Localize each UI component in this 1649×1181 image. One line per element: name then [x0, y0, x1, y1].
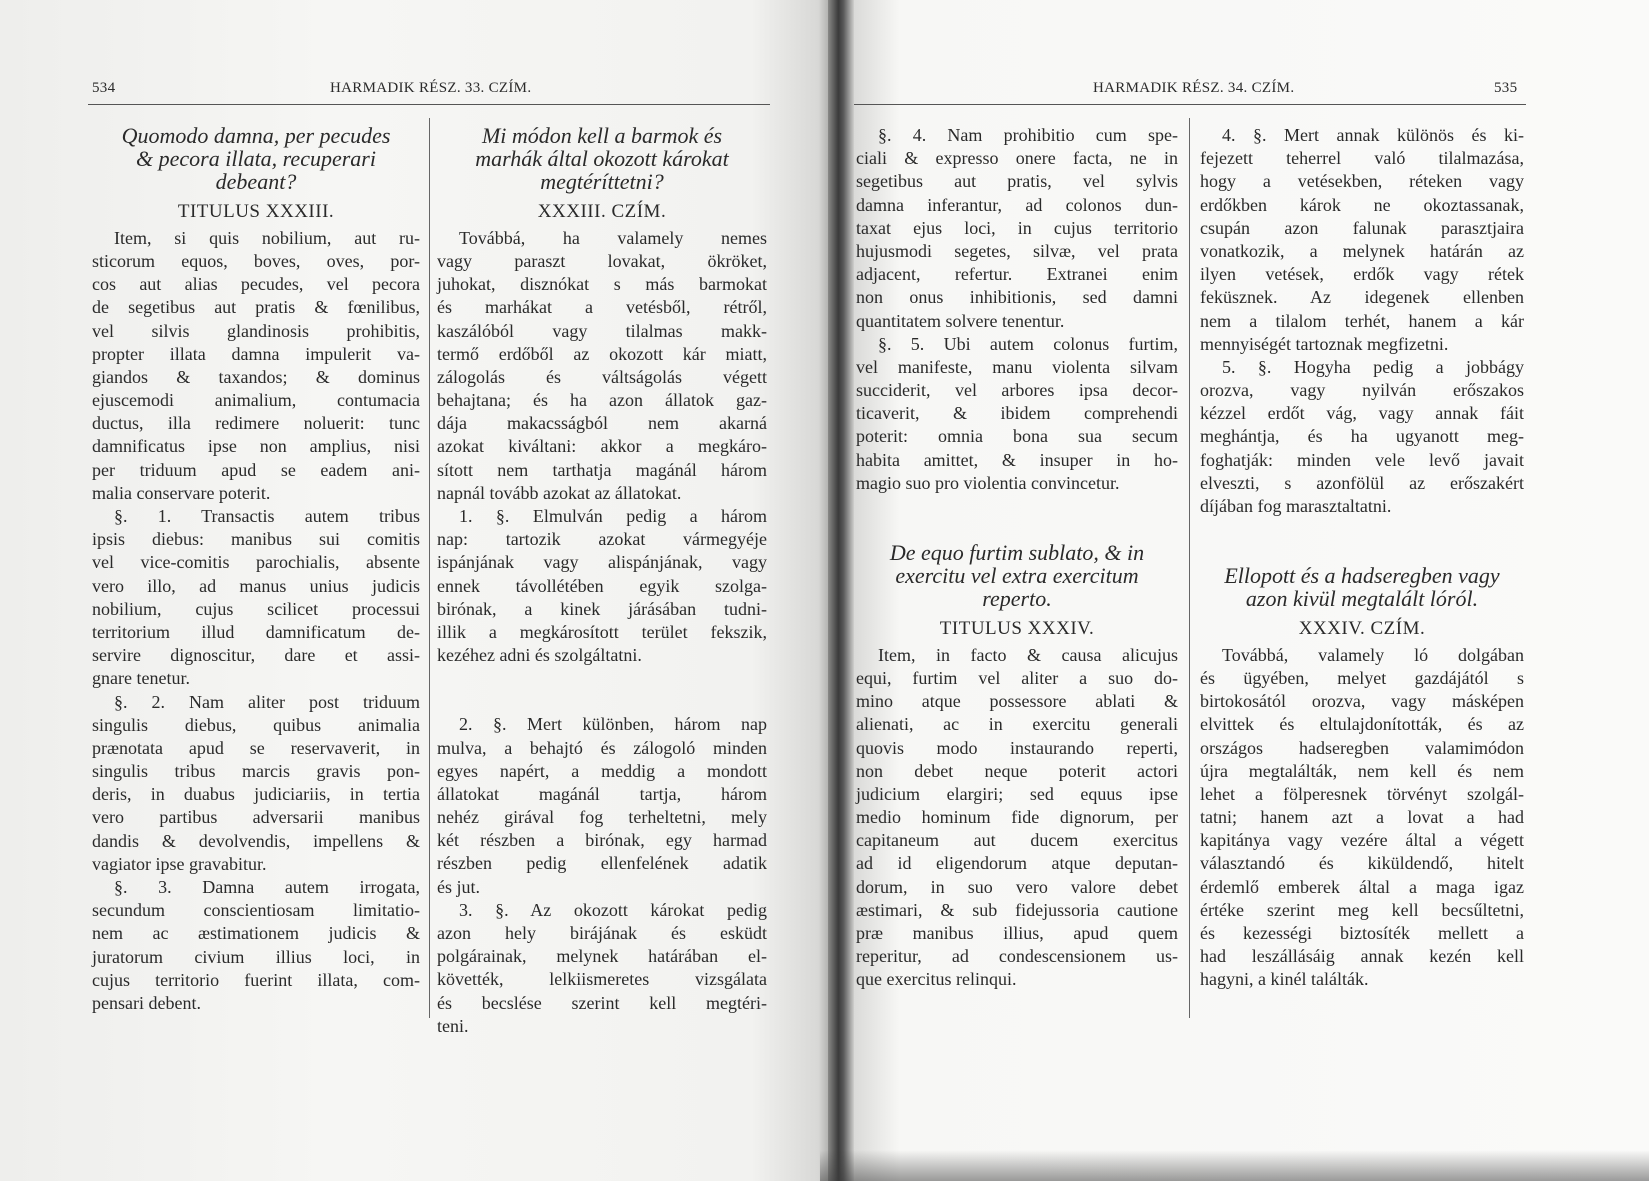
text-line: teni. — [437, 1015, 469, 1036]
text-line: giandos & taxandos; & dominus — [92, 366, 420, 387]
text-line: territorium illud damnificatum de- — [92, 621, 420, 642]
text-line: sított nem tarthatja magánál három — [437, 459, 767, 480]
text-line: feküsznek. Az idegenek ellenben — [1200, 287, 1524, 308]
text-line: TITULUS XXXIII. — [177, 200, 335, 222]
text-line: ilyen vetések, erdők vagy rétek — [1200, 264, 1524, 285]
text-line: prænotata apud se reservaverit, in — [92, 737, 420, 758]
text-line: napnál tovább azokat az állatokat. — [437, 482, 682, 503]
text-line: §. 2. Nam aliter post triduum — [114, 691, 420, 712]
page-shadow — [820, 1150, 1649, 1181]
text-line: újra megtalálták, nem kell és nem — [1200, 760, 1524, 781]
column-divider-left — [429, 118, 430, 1018]
section-spacer — [856, 495, 1178, 541]
text-line: 1. §. Elmulván pedig a három — [459, 506, 767, 526]
text-line: singulis diebus, quibus animalia — [92, 714, 420, 735]
text-line: TITULUS XXXIV. — [939, 617, 1095, 639]
text-line: országos hadseregben valamimódon — [1200, 737, 1524, 758]
text-line: segetibus aut pratis, vel sylvis — [856, 171, 1178, 192]
text-line: XXXIII. CZÍM. — [537, 200, 667, 222]
text-line: singulis tribus marcis gravis pon- — [92, 761, 420, 782]
section-heading — [437, 200, 767, 223]
section-title — [92, 124, 420, 194]
text-line: cos aut alias pecudes, vel pecora — [92, 274, 420, 295]
text-line: hogy a vetésekben, réteken vagy — [1200, 171, 1524, 192]
text-line: nehéz girával fog terheltetni, mely — [437, 807, 767, 828]
text-line: nap: tartozik azokat vármegyéje — [437, 529, 767, 550]
left-page-latin-column — [92, 124, 420, 1015]
text-line: damnificatus ipse non amplius, nisi — [92, 436, 420, 457]
text-line: vagiator ipse gravabitur. — [92, 853, 267, 874]
text-line: és jut. — [437, 876, 480, 897]
text-line: azon hely birájának és esküdt — [437, 923, 767, 943]
text-line: alienati, ac in exercitu generali — [856, 714, 1178, 735]
text-line: Quomodo damna, per pecudes — [121, 123, 391, 148]
text-line: pensari debent. — [92, 992, 201, 1013]
text-line: foghatják: minden vele levő javait — [1200, 449, 1524, 470]
text-line: és marhákat a vetésből, rétről, — [437, 297, 767, 318]
paragraph — [856, 644, 1178, 992]
text-line: reperitur, ad condescensionem us- — [856, 946, 1178, 967]
text-line: damna inferantur, ad colonos dun- — [856, 194, 1178, 215]
text-line: orozva, vagy nyilván erőszakos — [1200, 380, 1524, 401]
section-spacer — [437, 667, 767, 713]
text-line: nem a tilalom terhét, hanem a kár — [1200, 310, 1524, 331]
text-line: értéke szerint meg kell becsűltetni, — [1200, 899, 1524, 920]
paragraph — [856, 124, 1178, 333]
text-line: succiderit, vel arbores ipsa decor- — [856, 380, 1178, 401]
section-heading — [856, 617, 1178, 640]
text-line: vel silvis glandinosis prohibitis, — [92, 320, 420, 341]
text-line: két részben a birónak, egy harmad — [437, 830, 767, 851]
text-line: behajtana; és ha azon állatok gaz- — [437, 390, 767, 411]
paragraph — [92, 876, 420, 1015]
text-line: díjában fog marasztaltatni. — [1200, 496, 1392, 516]
text-line: §. 4. Nam prohibitio cum spe- — [878, 125, 1178, 145]
text-line: 2. §. Mert különben, három nap — [459, 714, 767, 735]
text-line: nobilium, cujus scilicet processui — [92, 598, 420, 619]
text-line: vonatkozik, a melynek határán az — [1200, 240, 1524, 261]
text-line: ductus, illa redimere noluerit: tunc — [92, 413, 420, 434]
text-line: juratorum civium illius loci, in — [92, 946, 420, 967]
text-line: poterit: omnia bona sua secum — [856, 426, 1178, 447]
text-line: megtéríttetni? — [540, 169, 664, 195]
running-head-right: HARMADIK RÉSZ. 34. CZÍM. — [1093, 80, 1295, 96]
text-line: mulva, a behajtó és zálogoló minden — [437, 737, 767, 758]
text-line: ciali & expresso onere facta, ne in — [856, 148, 1178, 169]
text-line: Ellopott és a hadseregben vagy — [1224, 563, 1500, 589]
text-line: & pecora illata, recuperari — [136, 146, 376, 172]
column-divider-right — [1189, 118, 1190, 1018]
text-line: vel manifeste, manu violenta silvam — [856, 356, 1178, 377]
text-line: adjacent, refertur. Extranei enim — [856, 264, 1178, 285]
text-line: judicium elargiri; sed equus ipse — [856, 783, 1178, 804]
text-line: §. 5. Ubi autem colonus furtim, — [878, 333, 1178, 354]
text-line: capitaneum aut ducem exercitus — [856, 830, 1178, 851]
text-line: választandó és kiküldendő, hitelt — [1200, 853, 1524, 874]
text-line: zálogolás és váltságolás végett — [437, 366, 767, 387]
paragraph — [856, 333, 1178, 495]
text-line: Item, si quis nobilium, aut ru- — [114, 227, 420, 248]
text-line: ipsis diebus: manibus sui comitis — [92, 529, 420, 550]
section-title — [856, 541, 1178, 611]
text-line: servire dignoscitur, dare et assi- — [92, 645, 420, 666]
running-head-left: HARMADIK RÉSZ. 33. CZÍM. — [330, 80, 532, 96]
text-line: termő erdőből az okozott kár miatt, — [437, 343, 767, 364]
text-line: azokat kiváltani: akkor a megkáro- — [437, 436, 767, 457]
text-line: æstimari, & sub fidejussoria cautione — [856, 899, 1178, 920]
text-line: quantitatem solvere tenentur. — [856, 310, 1065, 331]
text-line: dorum, in suo vero valore debet — [856, 876, 1178, 897]
text-line: és ügyében, melyet gazdájától s — [1200, 667, 1524, 688]
section-spacer — [1200, 518, 1524, 564]
text-line: fejezett teherrel való tilalmazása, — [1200, 148, 1524, 169]
text-line: §. 3. Damna autem irrogata, — [114, 877, 420, 897]
text-line: kezéhez adni és szolgáltatni. — [437, 645, 642, 666]
text-line: XXXIV. CZÍM. — [1298, 617, 1426, 639]
paragraph — [437, 713, 767, 899]
text-line: non debet neque poterit actori — [856, 760, 1178, 781]
text-line: magio suo pro violentia convincetur. — [856, 472, 1120, 493]
text-line: csupán azon falunak parasztjaira — [1200, 217, 1524, 238]
text-line: gnare tenetur. — [92, 668, 190, 689]
text-line: ennek távollétében egyik szolga- — [437, 575, 767, 596]
text-line: Továbbá, valamely ló dolgában — [1222, 644, 1524, 665]
text-line: juhokat, disznókat s más barmokat — [437, 274, 767, 295]
text-line: 4. §. Mert annak különös és ki- — [1222, 125, 1524, 145]
text-line: non onus inhibitionis, sed damni — [856, 287, 1178, 308]
paragraph — [92, 227, 420, 505]
paragraph — [1200, 644, 1524, 992]
text-line: de segetibus aut pratis & fœnilibus, — [92, 297, 420, 318]
text-line: hujusmodi segetes, silvæ, vel prata — [856, 240, 1178, 261]
page-number-left: 534 — [92, 80, 116, 96]
text-line: hagyni, a kinél találták. — [1200, 969, 1369, 990]
text-line: propter illata damna impulerit va- — [92, 343, 420, 364]
header-rule-right — [854, 104, 1526, 105]
text-line: per triduum apud se eadem ani- — [92, 459, 420, 480]
paragraph — [92, 505, 420, 691]
text-line: ticaverit, & ibidem comprehendi — [856, 403, 1178, 424]
text-line: mennyiségét tartoznak megfizetni. — [1200, 333, 1449, 354]
text-line: birónak, a kinek járásában tudni- — [437, 598, 767, 619]
text-line: cujus territorio fuerint illata, com- — [92, 969, 420, 990]
text-line: állatokat magánál tartja, három — [437, 783, 767, 804]
text-line: sticorum equos, boves, oves, por- — [92, 250, 420, 271]
text-line: præ manibus illius, apud quem — [856, 923, 1178, 943]
text-line: lehet a fölperesnek törvényt szolgál- — [1200, 783, 1524, 804]
paragraph — [437, 227, 767, 505]
text-line: és kezességi biztosíték mellett a — [1200, 923, 1524, 943]
text-line: Item, in facto & causa alicujus — [878, 644, 1178, 665]
text-line: részben pedig ellenfelének adatik — [437, 853, 767, 874]
text-line: debeant? — [215, 169, 297, 195]
text-line: deris, in duabus judiciariis, in tertia — [92, 784, 420, 805]
text-line: egyes napért, a meddig a mondott — [437, 760, 767, 781]
text-line: que exercitus relinqui. — [856, 969, 1017, 990]
right-page-hungarian-column — [1200, 124, 1524, 992]
paragraph — [437, 899, 767, 1038]
paragraph — [437, 505, 767, 667]
paragraph — [92, 691, 420, 877]
text-line: birtokosától orozva, vagy másképen — [1200, 691, 1524, 712]
section-heading — [92, 200, 420, 223]
right-page-latin-column — [856, 124, 1178, 992]
text-line: vero partibus adversarii manibus — [92, 807, 420, 828]
page-number-right: 535 — [1494, 80, 1518, 96]
text-line: elveszti, s azonfölül az erőszakért — [1200, 472, 1524, 493]
text-line: medio hominum fide dignorum, per — [856, 807, 1178, 828]
text-line: elvittek és eltulajdonították, és az — [1200, 714, 1524, 735]
text-line: marhák által okozott károkat — [475, 146, 729, 172]
text-line: illik a megkárosított terület fekszik, — [437, 621, 767, 642]
text-line: és becslése szerint kell megtéri- — [437, 992, 767, 1013]
text-line: vagy paraszt lovakat, ökröket, — [437, 250, 767, 271]
text-line: erdőkben károk ne okoztassanak, — [1200, 194, 1524, 215]
text-line: vel vice-comitis parochialis, absente — [92, 552, 420, 573]
text-line: tatni; hanem azt a lovat a had — [1200, 807, 1524, 828]
text-line: mino atque possessore ablati & — [856, 691, 1178, 712]
text-line: reperto. — [982, 586, 1052, 612]
left-page-hungarian-column — [437, 124, 767, 1038]
text-line: dája makacsságból nem akarná — [437, 413, 767, 434]
text-line: dandis & devolvendis, impellens & — [92, 830, 420, 851]
text-line: habita amittet, & insuper in ho- — [856, 449, 1178, 470]
text-line: malia conservare poterit. — [92, 482, 271, 503]
text-line: Mi módon kell a barmok és — [481, 123, 723, 148]
text-line: exercitu vel extra exercitum — [895, 563, 1139, 589]
text-line: nem ac æstimationem judicis & — [92, 923, 420, 944]
text-line: 5. §. Hogyha pedig a jobbágy — [1222, 356, 1524, 377]
text-line: Továbbá, ha valamely nemes — [459, 227, 767, 248]
paragraph — [1200, 356, 1524, 518]
text-line: ejuscemodi animalium, contumacia — [92, 390, 420, 411]
section-title — [1200, 564, 1524, 610]
header-rule-left — [88, 104, 770, 105]
text-line: polgárainak, melynek határában el- — [437, 946, 767, 967]
paragraph — [1200, 124, 1524, 356]
book-gutter — [828, 0, 854, 1181]
text-line: De equo furtim sublato, & in — [889, 540, 1145, 565]
text-line: quovis modo instaurando reperti, — [856, 737, 1178, 758]
text-line: érdemlő emberek által a maga igaz — [1200, 876, 1524, 897]
text-line: azon kivül megtalált lóról. — [1245, 586, 1479, 612]
text-line: kaszálóból vagy tilalmas makk- — [437, 320, 767, 341]
text-line: §. 1. Transactis autem tribus — [114, 506, 420, 526]
section-title — [437, 124, 767, 194]
text-line: equi, furtim vel aliter a suo do- — [856, 667, 1178, 688]
text-line: ad id eligendorum atque deputan- — [856, 853, 1178, 874]
section-heading — [1200, 617, 1524, 640]
text-line: kézzel erdőt vág, vagy annak fáit — [1200, 403, 1524, 424]
text-line: ispánjának vagy alispánjának, vagy — [437, 552, 767, 573]
text-line: vero illo, ad manus unius judicis — [92, 575, 420, 596]
text-line: 3. §. Az okozott károkat pedig — [459, 899, 767, 920]
text-line: had leszállásáig annak kezén kell — [1200, 946, 1524, 967]
text-line: secundum conscientiosam limitatio- — [92, 900, 420, 921]
text-line: követték, lelkiismeretes vizsgálata — [437, 969, 767, 990]
text-line: taxat ejus loci, in cujus territorio — [856, 217, 1178, 238]
text-line: kapitánya vagy vezére által a végett — [1200, 830, 1524, 851]
text-line: meghántja, és ha ugyanott meg- — [1200, 426, 1524, 447]
